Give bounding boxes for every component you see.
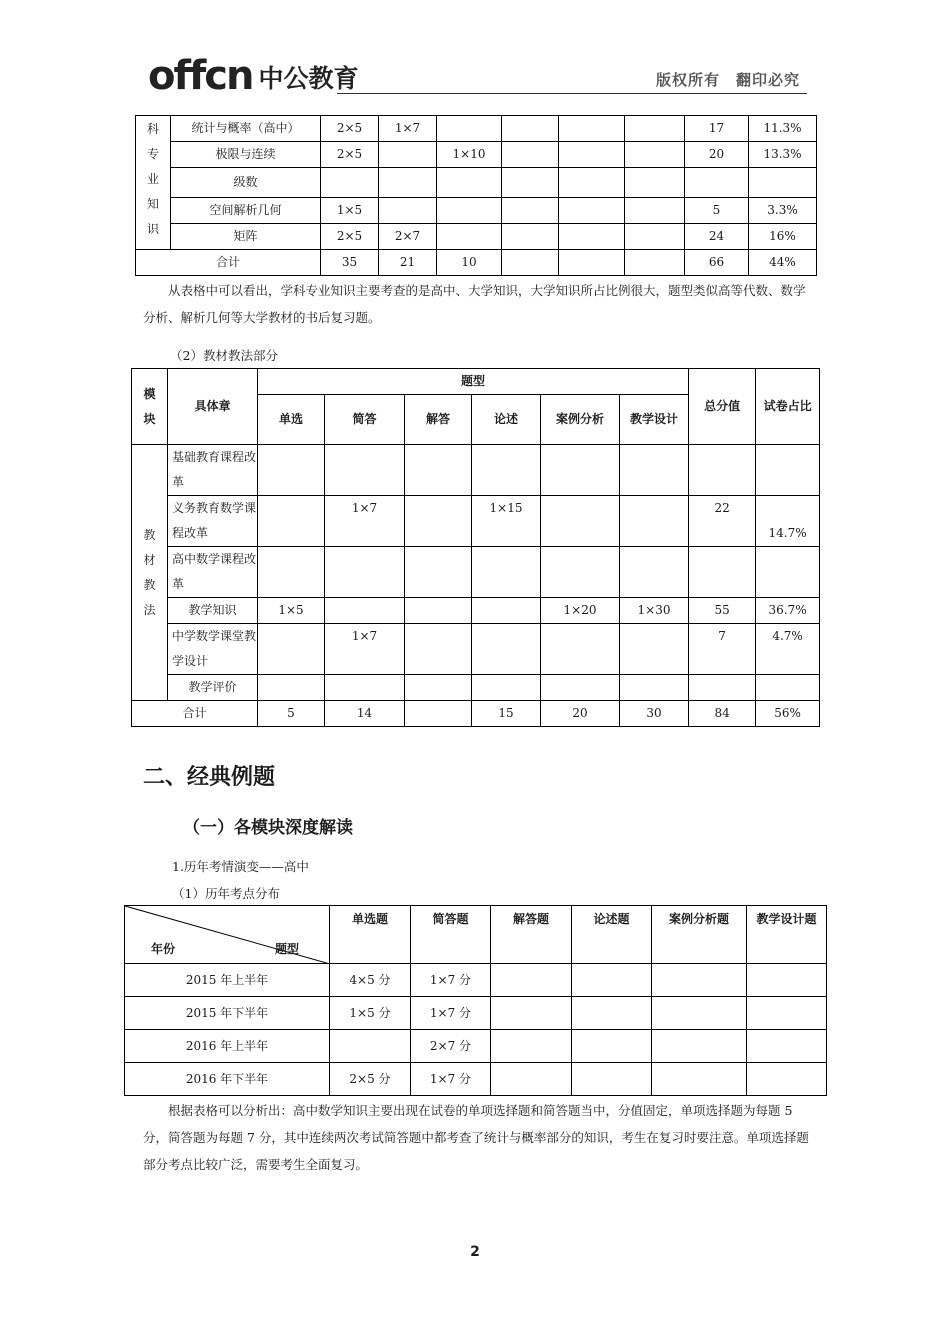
heading-classic-examples: 二、经典例题 [143, 765, 276, 790]
module-char: 材 [143, 552, 156, 567]
chapter-cell [168, 547, 258, 598]
chapter-cell [168, 624, 258, 675]
table-cell [652, 964, 747, 997]
header-design [747, 906, 827, 964]
table-cell: 1×30 [620, 598, 689, 624]
year-cell: 2016 年上半年 [125, 1030, 330, 1063]
pct-cell: 3.3% [749, 198, 817, 224]
table-cell [559, 250, 625, 276]
chapter-cell: 极限与连续 [171, 142, 321, 168]
module-char: 知 [146, 197, 159, 211]
table-cell: 15 [472, 701, 541, 727]
chapter-text: 基础教育课程改革 [172, 450, 257, 489]
table-cell [405, 624, 472, 675]
exam-distribution-table [124, 905, 827, 1096]
table-cell: 2×5 [321, 142, 379, 168]
corner-year-label: 年份 [151, 942, 176, 956]
offcn-logo [148, 52, 359, 99]
table-cell [625, 116, 685, 142]
total-cell [689, 445, 756, 496]
header-chapter: 具体章 [168, 369, 258, 445]
table-row [136, 168, 817, 198]
table-cell: 5 [258, 701, 325, 727]
header-module [132, 369, 168, 445]
total-cell: 22 [689, 496, 756, 547]
total-cell: 7 [689, 624, 756, 675]
table-cell [559, 224, 625, 250]
chapter-cell: 统计与概率（高中） [171, 116, 321, 142]
header-row [132, 369, 820, 395]
item-label-distribution: （1）历年考点分布 [172, 886, 280, 901]
table-cell: 20 [541, 701, 620, 727]
module-char: 法 [143, 602, 156, 617]
header-type: 题型 [258, 369, 689, 395]
table-cell [559, 168, 625, 198]
table-row [136, 116, 817, 142]
module-char: 教 [143, 577, 156, 592]
header-row [125, 906, 827, 964]
table-cell [625, 250, 685, 276]
table-row [132, 445, 820, 496]
table-cell: 2×5 分 [330, 1063, 411, 1096]
table-cell: 1×7 分 [411, 1063, 491, 1096]
table-row [125, 997, 827, 1030]
table-cell [541, 547, 620, 598]
table-cell: 30 [620, 701, 689, 727]
table-cell: 1×5 [321, 198, 379, 224]
table-cell [491, 997, 572, 1030]
analysis-paragraph-2: 根据表格可以分析出：高中数学知识主要出现在试卷的单项选择题和简答题当中，分值固定，单项选择题为每题 5 分，简答题为每题 7 分，其中连续两次考试简答题中都考查了统计与概率部分的知识，考生在复习时要注意。单项选择题部分考点比较广泛，需要考生全面复习。 [143, 1103, 809, 1172]
table-cell [652, 1063, 747, 1096]
pct-cell [749, 168, 817, 198]
year-cell: 2015 年上半年 [125, 964, 330, 997]
table-cell [559, 142, 625, 168]
table-cell: 2×7 分 [411, 1030, 491, 1063]
header-solve: 解答 [405, 395, 472, 445]
chapter-text: 中学数学课堂教学设计 [172, 629, 257, 668]
table-row [132, 675, 820, 701]
total-cell [689, 675, 756, 701]
table-cell [405, 675, 472, 701]
table-cell [437, 116, 502, 142]
table-cell [330, 1030, 411, 1063]
sum-row [132, 701, 820, 727]
total-cell [689, 547, 756, 598]
table-cell: 2×5 [321, 116, 379, 142]
sum-label: 合计 [136, 250, 321, 276]
copyright-notice: 版权所有 翻印必究 [656, 71, 801, 89]
table-cell: 1×7 [325, 624, 405, 675]
page-number: 2 [470, 1244, 480, 1260]
pct-cell: 13.3% [749, 142, 817, 168]
table-cell [437, 168, 502, 198]
chapter-cell [168, 445, 258, 496]
table-cell [541, 675, 620, 701]
header-ratio [756, 369, 820, 445]
table-cell: 1×7 分 [411, 997, 491, 1030]
table-cell [472, 598, 541, 624]
table-cell [747, 997, 827, 1030]
table-cell [405, 445, 472, 496]
table-cell [747, 1030, 827, 1063]
table-cell [491, 964, 572, 997]
table-cell [405, 598, 472, 624]
table-cell: 1×20 [541, 598, 620, 624]
header-single: 单选题 [330, 906, 411, 964]
table-cell [620, 496, 689, 547]
total-cell: 84 [689, 701, 756, 727]
design-header-text: 教学设计题 [756, 912, 817, 926]
table-cell [625, 224, 685, 250]
table-cell [502, 250, 559, 276]
table-cell [491, 1030, 572, 1063]
table-row [132, 547, 820, 598]
total-cell: 55 [689, 598, 756, 624]
table-cell: 1×7 [379, 116, 437, 142]
table-cell [572, 964, 652, 997]
table-cell: 2×5 [321, 224, 379, 250]
table-cell: 14 [325, 701, 405, 727]
table-cell [559, 116, 625, 142]
module-cell [132, 445, 168, 701]
subject-knowledge-table [135, 115, 817, 276]
heading-module-interpretation: （一）各模块深度解读 [183, 818, 353, 838]
table-cell [472, 547, 541, 598]
table-row [132, 496, 820, 547]
table-cell [379, 168, 437, 198]
table-row [136, 142, 817, 168]
corner-cell [125, 906, 330, 964]
header-short: 简答 [325, 395, 405, 445]
table-cell [472, 445, 541, 496]
chapter-text: 高中数学课程改革 [172, 552, 257, 591]
table-cell [541, 496, 620, 547]
table-cell [502, 224, 559, 250]
table-cell [405, 496, 472, 547]
chapter-cell [168, 496, 258, 547]
corner-type-label: 题型 [275, 942, 300, 956]
table-cell [620, 624, 689, 675]
table-cell [258, 675, 325, 701]
pct-cell: 16% [749, 224, 817, 250]
table-cell [325, 445, 405, 496]
table-cell [379, 142, 437, 168]
logo-cn-text: 中公教育 [258, 64, 359, 93]
table-cell: 10 [437, 250, 502, 276]
chapter-cell: 矩阵 [171, 224, 321, 250]
year-cell: 2016 年下半年 [125, 1063, 330, 1096]
table-cell [321, 168, 379, 198]
pct-cell: 44% [749, 250, 817, 276]
table-row [125, 1030, 827, 1063]
logo-brand-text: offcn [148, 53, 253, 99]
table-cell [620, 675, 689, 701]
table-cell [405, 547, 472, 598]
pct-cell: 14.7% [756, 496, 820, 547]
pct-cell: 36.7% [756, 598, 820, 624]
table-cell [625, 198, 685, 224]
table-cell [472, 624, 541, 675]
header-case: 案例分析题 [652, 906, 747, 964]
sum-row [136, 250, 817, 276]
table-cell: 2×7 [379, 224, 437, 250]
total-cell: 20 [685, 142, 749, 168]
table-row [125, 1063, 827, 1096]
table-cell [620, 445, 689, 496]
table-cell: 1×7 [325, 496, 405, 547]
table-cell [325, 598, 405, 624]
item-label-history: 1.历年考情演变——高中 [172, 859, 309, 874]
pct-cell [756, 547, 820, 598]
table-cell [258, 624, 325, 675]
table-cell [258, 547, 325, 598]
table-cell: 4×5 分 [330, 964, 411, 997]
module-char: 业 [146, 172, 159, 186]
table-cell [502, 198, 559, 224]
total-cell: 17 [685, 116, 749, 142]
header-total: 总分值 [689, 369, 756, 445]
table-cell: 1×10 [437, 142, 502, 168]
table-cell [491, 1063, 572, 1096]
chapter-cell: 教学知识 [168, 598, 258, 624]
table-row [132, 598, 820, 624]
chapter-text: 义务教育数学课程改革 [172, 501, 257, 540]
table-cell [747, 1063, 827, 1096]
header-single: 单选 [258, 395, 325, 445]
table-cell [652, 1030, 747, 1063]
header-short: 简答题 [411, 906, 491, 964]
table-cell [258, 496, 325, 547]
table-cell [541, 445, 620, 496]
total-cell [685, 168, 749, 198]
pct-cell: 11.3% [749, 116, 817, 142]
table-cell [747, 964, 827, 997]
table-cell [502, 168, 559, 198]
table-cell [620, 547, 689, 598]
teaching-materials-table [131, 368, 820, 727]
pct-cell [756, 445, 820, 496]
header-case: 案例分析 [541, 395, 620, 445]
pct-cell [756, 675, 820, 701]
module-char: 专 [146, 147, 159, 161]
table-cell [379, 198, 437, 224]
module-header-text: 模块 [143, 386, 156, 426]
table-cell [405, 701, 472, 727]
pct-cell: 4.7% [756, 624, 820, 675]
total-cell: 24 [685, 224, 749, 250]
pct-cell: 56% [756, 701, 820, 727]
table-row [125, 964, 827, 997]
header-essay: 论述 [472, 395, 541, 445]
table-row [136, 198, 817, 224]
header-solve: 解答题 [491, 906, 572, 964]
table-row [132, 624, 820, 675]
table-cell [502, 142, 559, 168]
chapter-cell: 教学评价 [168, 675, 258, 701]
module-char: 教 [143, 527, 156, 542]
table-cell: 35 [321, 250, 379, 276]
table-cell [541, 624, 620, 675]
table-cell [652, 997, 747, 1030]
table-cell [325, 675, 405, 701]
table-cell [325, 547, 405, 598]
table-cell: 1×5 分 [330, 997, 411, 1030]
table-row [136, 224, 817, 250]
chapter-cell: 空间解析几何 [171, 198, 321, 224]
year-cell: 2015 年下半年 [125, 997, 330, 1030]
table-cell [559, 198, 625, 224]
table-cell: 21 [379, 250, 437, 276]
table-cell [572, 1063, 652, 1096]
section-label-materials: （2）教材教法部分 [170, 348, 278, 363]
table-cell: 1×5 [258, 598, 325, 624]
table-cell: 1×7 分 [411, 964, 491, 997]
module-char: 科 [146, 122, 159, 136]
header-divider [337, 93, 807, 94]
table-cell [502, 116, 559, 142]
table-cell [572, 1030, 652, 1063]
ratio-header-text: 试卷占比 [763, 399, 812, 413]
total-cell: 66 [685, 250, 749, 276]
table-cell [437, 224, 502, 250]
table-cell [437, 198, 502, 224]
table-cell [472, 675, 541, 701]
header-essay: 论述题 [572, 906, 652, 964]
table-cell [572, 997, 652, 1030]
module-char: 识 [146, 222, 159, 236]
header-design [620, 395, 689, 445]
total-cell: 5 [685, 198, 749, 224]
module-cell [136, 116, 171, 250]
table-cell: 1×15 [472, 496, 541, 547]
chapter-cell: 级数 [171, 168, 321, 198]
analysis-paragraph-1: 从表格中可以看出，学科专业知识主要考查的是高中、大学知识，大学知识所占比例很大，题型类似高等代数、数学分析、解析几何等大学教材的书后复习题。 [143, 283, 806, 325]
table-cell [625, 168, 685, 198]
design-header-text: 教学设计 [630, 412, 679, 426]
table-cell [258, 445, 325, 496]
sum-label: 合计 [132, 701, 258, 727]
table-cell [625, 142, 685, 168]
